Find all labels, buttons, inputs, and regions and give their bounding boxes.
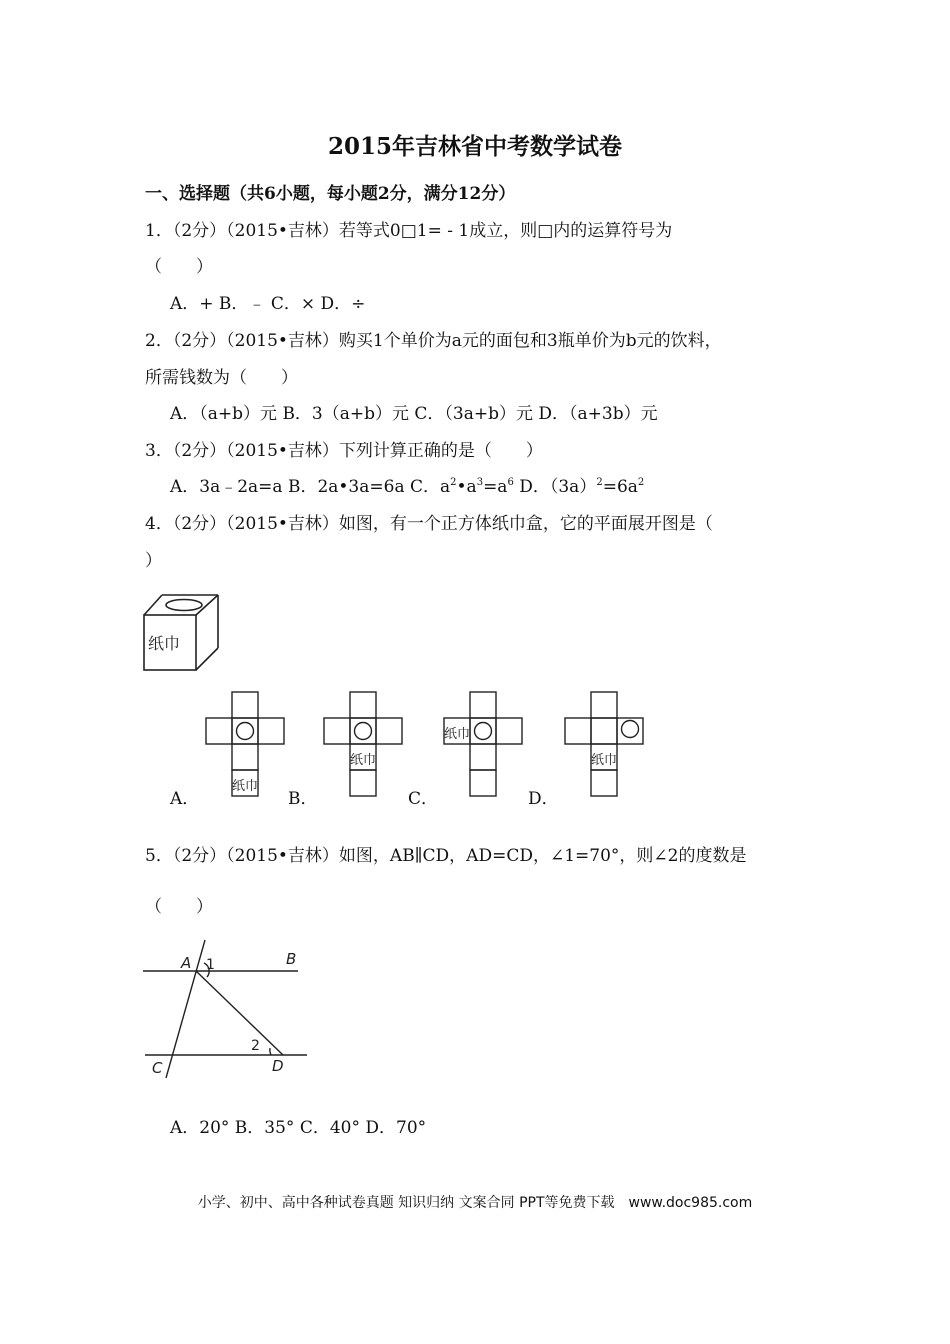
net-option-a	[204, 690, 286, 798]
parallel-lines-figure	[140, 938, 315, 1083]
question-5-stem: 5．（2分）（2015•吉林）如图，AB∥CD，AD=CD，∠1=70°，则∠2的度数是	[145, 846, 747, 866]
question-3-stem: 3．（2分）（2015•吉林）下列计算正确的是（ ）	[145, 441, 543, 461]
point-d-label: D	[272, 1057, 284, 1075]
net-option-d	[563, 690, 645, 798]
net-b-label: 纸巾	[350, 753, 377, 768]
choice-a: A．	[170, 789, 200, 809]
choice-b: B．	[288, 789, 318, 809]
question-2-stem: 2．（2分）（2015•吉林）购买1个单价为a元的面包和3瓶单价为b元的饮料，	[145, 331, 722, 351]
question-3-options: A．3a﹣2a=a B．2a•3a=6a C．$a^2•a^3=a^6$ D．$(3a)^2=6a^2$	[170, 477, 645, 497]
point-a-label: A	[181, 954, 192, 972]
tissue-box-figure	[140, 590, 230, 675]
point-c-label: C	[152, 1059, 163, 1077]
point-b-label: B	[286, 950, 297, 968]
choice-c: C．	[408, 789, 439, 809]
question-5-paren: （ ）	[145, 897, 213, 917]
page-title: 2015年吉林省中考数学试卷	[327, 133, 622, 160]
net-a-label: 纸巾	[232, 779, 259, 794]
net-option-b	[322, 690, 404, 798]
question-1-stem: 1．（2分）（2015•吉林）若等式0□1= - 1成立，则□内的运算符号为	[145, 221, 673, 241]
question-2-stem-cont: 所需钱数为（ ）	[145, 368, 298, 388]
footer-text: 小学、初中、高中各种试卷真题 知识归纳 文案合同 PPT等免费下载 www.doc985.com	[197, 1195, 753, 1211]
tissue-box-label: 纸巾	[148, 634, 181, 653]
question-1-paren: （ ）	[145, 257, 213, 277]
question-2-options: A．（a+b）元 B．3（a+b）元 C．（3a+b）元 D．（a+3b）元	[170, 404, 658, 424]
net-d-label: 纸巾	[591, 753, 618, 768]
net-c-label: 纸巾	[444, 727, 471, 742]
question-5-options: A．20° B．35° C．40° D．70°	[170, 1118, 427, 1138]
choice-d: D．	[528, 789, 559, 809]
angle-2-label: 2	[251, 1038, 260, 1054]
question-4-stem: 4．（2分）（2015•吉林）如图，有一个正方体纸巾盒，它的平面展开图是（	[145, 514, 713, 534]
question-1-options: A．+ B．﹣ C．× D．÷	[170, 294, 366, 314]
section-heading: 一、选择题（共6小题，每小题2分，满分12分）	[145, 184, 516, 204]
net-option-c	[442, 690, 524, 798]
question-4-stem-cont: ）	[145, 551, 162, 571]
angle-1-label: 1	[206, 957, 215, 973]
